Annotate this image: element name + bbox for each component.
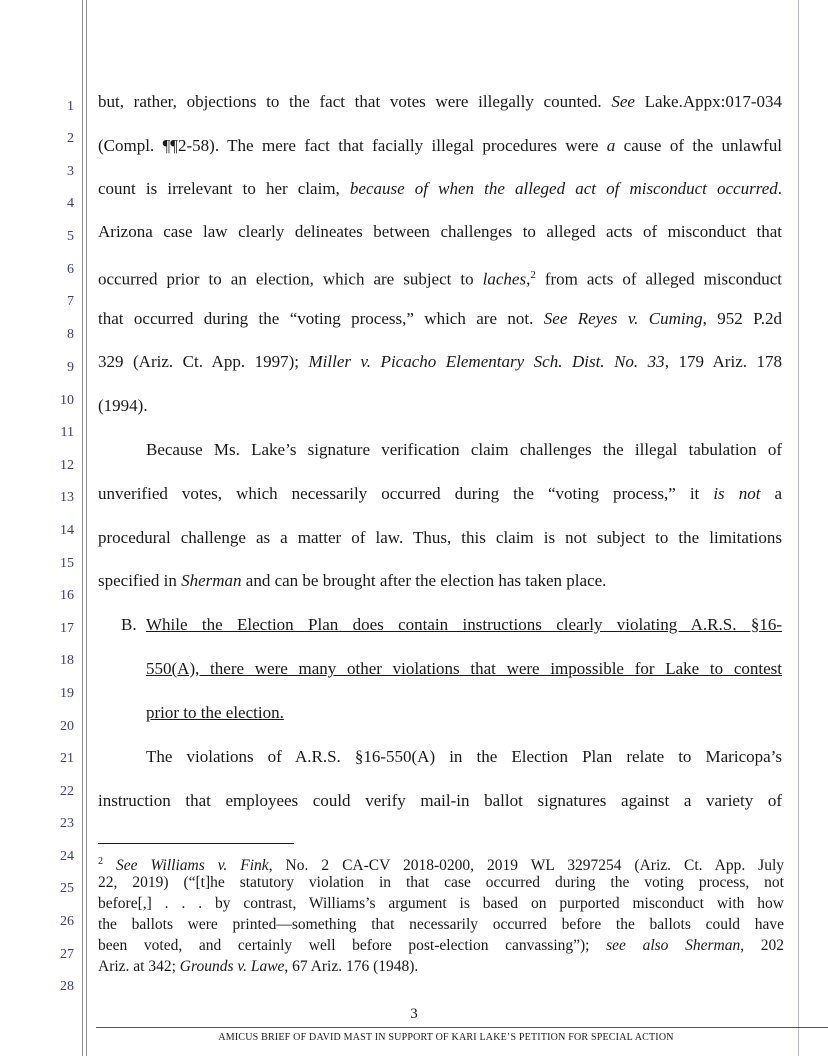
body-line: [98, 92, 782, 112]
line-number: 7: [67, 294, 74, 309]
text-run: Lake.Appx:017-034: [634, 92, 783, 111]
citation-signal: See: [611, 92, 635, 111]
body-line: (1994).: [98, 396, 148, 415]
footnote-line: [98, 958, 784, 976]
text-run: that occurred during the “voting process,” which are not.: [98, 309, 544, 328]
line-number: 28: [60, 979, 74, 994]
line-number: 20: [60, 719, 74, 734]
line-number: 5: [67, 229, 74, 244]
line-number: 26: [60, 914, 74, 929]
margin-rule-left-inner: [86, 0, 87, 1056]
case-citation: See Reyes v. Cuming: [543, 309, 703, 328]
line-number: 3: [67, 164, 74, 179]
case-citation: see also Sherman: [606, 937, 741, 954]
line-number: 12: [60, 458, 74, 473]
body-line: instruction that employees could verify mail-in ballot signatures against a variety of: [98, 791, 782, 810]
line-number: 6: [67, 262, 74, 277]
footnote-separator: [98, 843, 294, 844]
body-line: Arizona case law clearly delineates between challenges to alleged acts of misconduct that: [98, 222, 782, 241]
line-number: 18: [60, 653, 74, 668]
footer-rule: [96, 1027, 828, 1028]
emphasis: because of when the alleged act of misconduct occurred: [349, 179, 778, 198]
line-number: 23: [60, 816, 74, 831]
text-run: , 179 Ariz. 178: [664, 352, 783, 371]
text-run: [103, 857, 116, 874]
line-number: 14: [60, 523, 74, 538]
text-run: specified in: [98, 571, 182, 590]
body-line: [98, 265, 782, 290]
text-run: cause of the unlawful: [615, 136, 782, 155]
text-run: unverified votes, which necessarily occurred during the “voting process,” it: [98, 484, 714, 503]
line-number: 13: [60, 490, 74, 505]
text-run: , 202: [740, 937, 784, 954]
text-run: been voted, and certainly well before post-election canvassing”);: [98, 937, 607, 954]
text-run: 329 (Ariz. Ct. App. 1997);: [98, 352, 309, 371]
footnote-ref[interactable]: 2: [530, 269, 536, 281]
text-run: , 952 P.2d: [702, 309, 782, 328]
line-number: 25: [60, 881, 74, 896]
line-number: 11: [60, 425, 74, 440]
text-run: , No. 2 CA-CV 2018-0200, 2019 WL 3297254 (Ariz. Ct. App. July: [268, 857, 785, 875]
text-run: ,: [526, 269, 531, 289]
line-number: 19: [60, 686, 74, 701]
document-footer: AMICUS BRIEF OF DAVID MAST IN SUPPORT OF KARI LAKE’S PETITION FOR SPECIAL ACTION: [218, 1032, 674, 1043]
line-number: 4: [67, 196, 74, 211]
line-number: 24: [60, 849, 74, 864]
section-heading-line: prior to the election.: [146, 703, 284, 722]
case-citation: See Williams v. Fink: [115, 857, 269, 875]
text-run: , 67 Ariz. 176 (1948).: [284, 958, 419, 975]
body-line: [98, 309, 782, 329]
text-run: count is irrelevant to her claim,: [98, 179, 350, 198]
section-heading-line: 550(A), there were many other violations that were impossible for Lake to contest: [146, 659, 782, 678]
margin-rule-left-outer: [82, 0, 83, 1056]
margin-rule-right: [798, 0, 799, 1056]
line-number: 9: [67, 360, 74, 375]
footnote-line: 22, 2019) (“[t]he statutory violation in that case occurred during the voting process, not: [98, 874, 784, 891]
page-number: 3: [410, 1006, 418, 1022]
text-run: .: [777, 179, 782, 198]
footnote-number: 2: [98, 856, 103, 867]
heading-label: B.: [121, 615, 137, 634]
line-number: 21: [60, 751, 74, 766]
section-heading-line: While the Election Plan does contain instructions clearly violating A.R.S. §16-: [146, 615, 782, 634]
body-line: procedural challenge as a matter of law. Thus, this claim is not subject to the limitations: [98, 528, 782, 547]
emphasis: is not: [713, 484, 761, 503]
line-number: 27: [60, 947, 74, 962]
footnote-line: before[,] . . . by contrast, Williams’s argument is based on purported misconduct with how: [98, 895, 784, 912]
line-number: 16: [60, 588, 74, 603]
body-line: [98, 352, 782, 372]
line-number: 10: [60, 393, 74, 408]
text-run: occurred prior to an election, which are subject to: [98, 269, 483, 289]
footnote-line: [98, 937, 784, 955]
text-run: from acts of alleged misconduct: [535, 269, 782, 289]
emphasis: laches: [482, 269, 527, 289]
footnote-line: the ballots were printed—something that necessarily occurred before the ballots could have: [98, 916, 784, 933]
line-number: 22: [60, 784, 74, 799]
body-line: Because Ms. Lake’s signature verification claim challenges the illegal tabulation of: [146, 440, 782, 459]
text-run: but, rather, objections to the fact that votes were illegally counted.: [98, 92, 612, 111]
line-number: 1: [67, 99, 74, 114]
body-line: [98, 136, 782, 156]
body-line: [98, 179, 782, 199]
emphasis: a: [606, 136, 616, 155]
body-line: [98, 571, 782, 591]
case-citation: Miller v. Picacho Elementary Sch. Dist. No. 33: [308, 352, 665, 371]
body-line: [98, 484, 782, 504]
case-citation: Sherman: [181, 571, 242, 590]
line-number: 17: [60, 621, 74, 636]
text-run: Ariz. at 342;: [98, 958, 180, 975]
line-number: 8: [67, 327, 74, 342]
text-run: a: [760, 484, 783, 503]
line-number: 2: [67, 131, 74, 146]
text-run: and can be brought after the election has taken place.: [241, 571, 607, 590]
text-run: (Compl. ¶¶2-58). The mere fact that facially illegal procedures were: [98, 136, 607, 155]
body-line: The violations of A.R.S. §16-550(A) in the Election Plan relate to Maricopa’s: [146, 747, 782, 766]
footnote-line: [98, 853, 784, 875]
line-number: 15: [60, 556, 74, 571]
case-citation: Grounds v. Lawe: [179, 958, 285, 975]
